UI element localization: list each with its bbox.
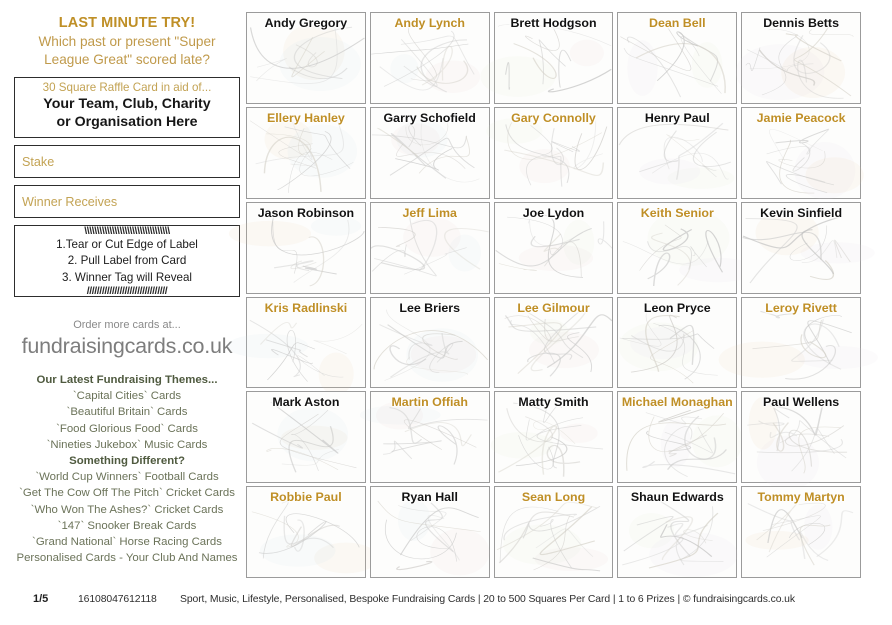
raffle-square-player-name: Brett Hodgson xyxy=(510,16,597,30)
theme-item: `Capital Cities` Cards xyxy=(72,390,182,403)
raffle-square-player-name: Mark Aston xyxy=(272,395,340,410)
raffle-square-player-name: Dennis Betts xyxy=(763,16,839,30)
raffle-square-player-name: Matty Smith xyxy=(518,395,589,410)
raffle-square[interactable] xyxy=(370,202,490,294)
winner-receives-field-label: Winner Receives xyxy=(22,194,118,209)
winner-receives-field[interactable] xyxy=(14,185,240,218)
raffle-square[interactable] xyxy=(617,486,737,578)
raffle-square-player-name: Garry Schofield xyxy=(383,110,476,125)
raffle-square[interactable] xyxy=(617,391,737,483)
organisation-small-label: 30 Square Raffle Card in aid of... xyxy=(42,81,212,95)
raffle-square-player-name: Joe Lydon xyxy=(522,205,585,220)
raffle-square[interactable] xyxy=(246,391,366,483)
theme-item: `Nineties Jukebox` Music Cards xyxy=(46,438,208,451)
raffle-square-player-name: Keith Senior xyxy=(640,205,714,220)
theme-item: Personalised Cards - Your Club And Names xyxy=(16,552,238,565)
raffle-square-player-name: Lee Gilmour xyxy=(517,300,590,315)
footer-barcode-number: 16108047612118 xyxy=(78,593,157,605)
footer-page-number: 1/5 xyxy=(33,593,49,605)
raffle-square-player-name: Leroy Rivett xyxy=(765,300,837,315)
raffle-square[interactable] xyxy=(617,297,737,389)
raffle-square-player-name: Robbie Paul xyxy=(270,490,342,505)
raffle-square[interactable] xyxy=(370,107,490,199)
instruction-step-3: 3. Winner Tag will Reveal xyxy=(62,270,192,284)
theme-item: `Food Glorious Food` Cards xyxy=(56,422,198,435)
raffle-square[interactable] xyxy=(494,391,614,483)
raffle-square[interactable] xyxy=(370,12,490,104)
card-headline: LAST MINUTE TRY! xyxy=(58,15,196,31)
raffle-square-player-name: Andy Gregory xyxy=(264,16,348,30)
raffle-square[interactable] xyxy=(617,12,737,104)
organisation-name-line1: Your Team, Club, Charity xyxy=(43,96,211,113)
raffle-square-player-name: Kevin Sinfield xyxy=(760,205,843,220)
raffle-square[interactable] xyxy=(741,107,861,199)
raffle-square[interactable] xyxy=(741,486,861,578)
raffle-square[interactable] xyxy=(370,486,490,578)
raffle-square-player-name: Lee Briers xyxy=(399,300,460,315)
raffle-square-player-name: Sean Long xyxy=(521,490,586,505)
raffle-square[interactable] xyxy=(246,297,366,389)
raffle-square[interactable] xyxy=(246,486,366,578)
stake-field[interactable] xyxy=(14,145,240,178)
raffle-square-player-name: Michael Monaghan xyxy=(621,395,733,410)
raffle-square-player-name: Ryan Hall xyxy=(401,490,458,505)
raffle-square[interactable] xyxy=(741,297,861,389)
raffle-square[interactable] xyxy=(741,12,861,104)
raffle-square-player-name: Gary Connolly xyxy=(511,110,596,125)
raffle-square[interactable] xyxy=(370,391,490,483)
order-prompt: Order more cards at... xyxy=(73,319,181,331)
themes-subheading: Something Different? xyxy=(69,455,185,467)
hatch-bottom-decoration: //////////////////////////////// xyxy=(86,285,168,298)
page-footer xyxy=(0,589,892,609)
raffle-square[interactable] xyxy=(246,202,366,294)
raffle-square[interactable] xyxy=(246,12,366,104)
raffle-square[interactable] xyxy=(494,202,614,294)
instruction-step-1: 1.Tear or Cut Edge of Label xyxy=(56,237,198,251)
raffle-square-player-name: Henry Paul xyxy=(644,110,710,125)
hatch-top-decoration: \\\\\\\\\\\\\\\\\\\\\\\\\\\\\\\\\\ xyxy=(84,225,170,238)
themes-heading: Our Latest Fundraising Themes... xyxy=(36,374,218,387)
raffle-square[interactable] xyxy=(494,12,614,104)
raffle-square-player-name: Andy Lynch xyxy=(394,16,465,30)
order-more-block xyxy=(14,319,240,360)
raffle-square-player-name: Jeff Lima xyxy=(402,205,457,220)
raffle-square-player-name: Jason Robinson xyxy=(257,205,355,220)
themes-block xyxy=(14,372,240,566)
instructions-box xyxy=(14,225,240,297)
raffle-square-player-name: Ellery Hanley xyxy=(266,110,345,125)
theme-item: `147` Snooker Break Cards xyxy=(57,519,197,532)
raffle-square-player-name: Leon Pryce xyxy=(643,300,711,315)
raffle-square-player-name: Kris Radlinski xyxy=(264,300,348,315)
card-left-panel xyxy=(14,10,240,575)
raffle-square[interactable] xyxy=(617,202,737,294)
raffle-square-player-name: Jamie Peacock xyxy=(756,110,846,125)
theme-item: `World Cup Winners` Football Cards xyxy=(35,471,219,484)
raffle-square[interactable] xyxy=(494,486,614,578)
theme-item: `Grand National` Horse Racing Cards xyxy=(32,535,222,548)
stake-field-label: Stake xyxy=(22,154,55,169)
raffle-square-player-name: Martin Offiah xyxy=(391,395,468,410)
organisation-box xyxy=(14,77,240,138)
instruction-step-2: 2. Pull Label from Card xyxy=(67,254,187,268)
footer-tagline: Sport, Music, Lifestyle, Personalised, Bespoke Fundraising Cards | 20 to 500 Squares Per Card | 1 to 6 Prizes | © fundraisingcards.co.uk xyxy=(180,593,795,605)
theme-item: `Beautiful Britain` Cards xyxy=(66,406,188,419)
raffle-square[interactable] xyxy=(741,391,861,483)
raffle-square[interactable] xyxy=(617,107,737,199)
raffle-square-player-name: Shaun Edwards xyxy=(630,490,724,505)
order-website-link[interactable]: fundraisingcards.co.uk xyxy=(21,334,233,359)
raffle-square[interactable] xyxy=(494,107,614,199)
theme-item: `Who Won The Ashes?` Cricket Cards xyxy=(30,503,224,516)
raffle-square[interactable] xyxy=(370,297,490,389)
raffle-square-player-name: Tommy Martyn xyxy=(757,490,845,505)
raffle-square[interactable] xyxy=(246,107,366,199)
raffle-square[interactable] xyxy=(494,297,614,389)
raffle-square-player-name: Dean Bell xyxy=(649,16,706,30)
theme-item: `Get The Cow Off The Pitch` Cricket Cards xyxy=(19,487,235,500)
raffle-square[interactable] xyxy=(741,202,861,294)
raffle-squares-grid xyxy=(246,12,861,578)
raffle-square-player-name: Paul Wellens xyxy=(762,395,840,410)
card-subheadline: Which past or present "Super League Great" scored late? xyxy=(38,34,216,67)
organisation-name-line2: or Organisation Here xyxy=(56,113,198,130)
